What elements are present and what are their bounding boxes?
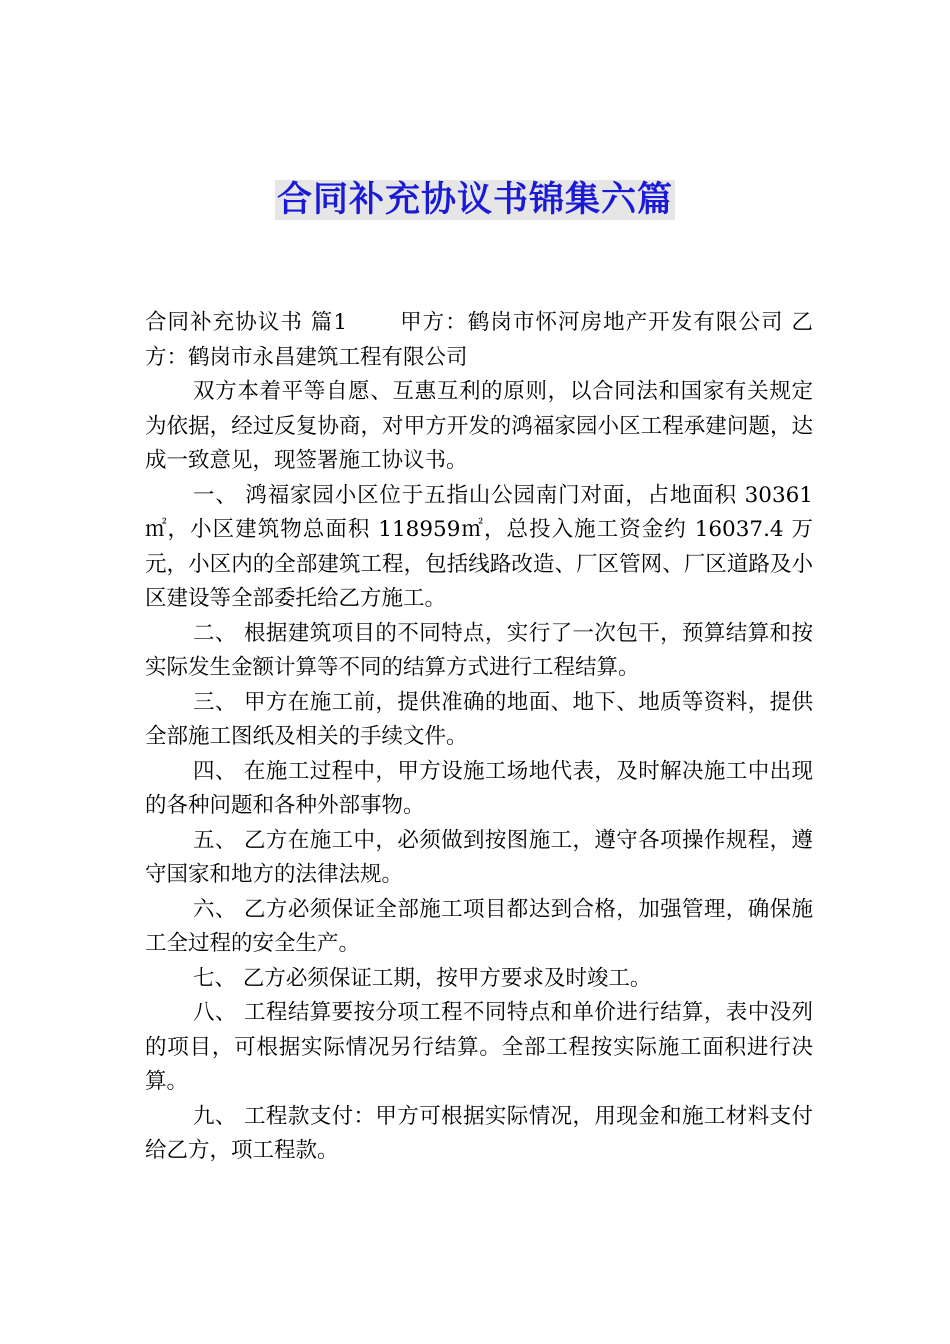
paragraph-clause-7: 七、 乙方必须保证工期，按甲方要求及时竣工。 (193, 965, 652, 991)
paragraph-clause-2: 二、 根据建筑项目的不同特点，实行了一次包干，预算结算和按实际发生金额计算等不同的结算方式进行工程结算。 (145, 620, 813, 680)
paragraph-preamble: 双方本着平等自愿、互惠互利的原则，以合同法和国家有关规定为依据，经过反复协商，对甲方开发的鸿福家园小区工程承建问题，达成一致意见，现签署施工协议书。 (145, 379, 813, 473)
paragraph-clause-4: 四、 在施工过程中，甲方设施工场地代表，及时解决施工中出现的各种问题和各种外部事物。 (145, 758, 813, 818)
document-body (145, 306, 813, 1169)
paragraph-clause-6: 六、 乙方必须保证全部施工项目都达到合格，加强管理，确保施工全过程的安全生产。 (145, 896, 813, 956)
page-title (0, 176, 950, 224)
parties-text: 甲方：鹤岗市怀河房地产开发有限公司 乙方：鹤岗市永昌建筑工程有限公司 (145, 310, 813, 370)
section-heading: 合同补充协议书 篇1 (145, 310, 348, 335)
intro-paragraph (145, 306, 813, 375)
paragraph-clause-8: 八、 工程结算要按分项工程不同特点和单价进行结算，表中没列的项目，可根据实际情况另行结算。全部工程按实际施工面积进行决算。 (145, 1000, 813, 1094)
paragraph-clause-1: 一、 鸿福家园小区位于五指山公园南门对面，占地面积 30361㎡，小区建筑物总面积 118959㎡，总投入施工资金约 16037.4 万元，小区内的全部建筑工程，包括线路改造、厂区管网、厂区道路及小区建设等全部委托给乙方施工。 (145, 482, 813, 611)
paragraph-clause-9: 九、 工程款支付：甲方可根据实际情况，用现金和施工材料支付给乙方，项工程款。 (145, 1103, 813, 1163)
paragraph-clause-5: 五、 乙方在施工中，必须做到按图施工，遵守各项操作规程，遵守国家和地方的法律法规。 (145, 827, 813, 887)
page-title-text: 合同补充协议书锦集六篇 (276, 180, 673, 220)
paragraph-clause-3: 三、 甲方在施工前，提供准确的地面、地下、地质等资料，提供全部施工图纸及相关的手续文件。 (145, 689, 813, 749)
